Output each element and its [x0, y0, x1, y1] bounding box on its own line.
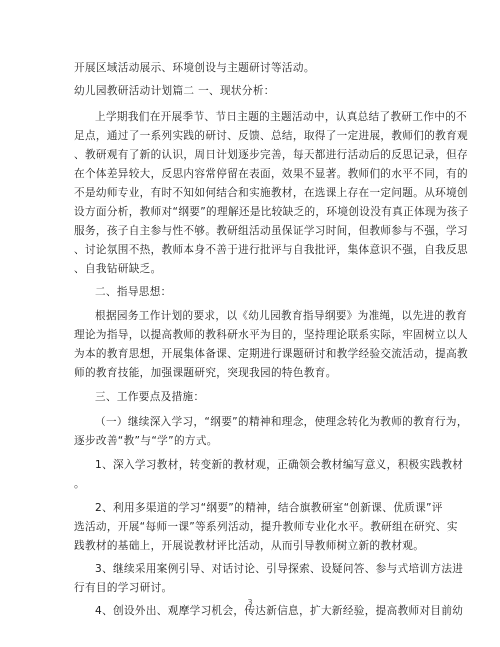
text-line: 为本的教育思想，开展集体备课、定期进行课题研讨和教学经验交流活动，提高教: [74, 348, 468, 360]
text-line: 服务，孩子自主参与性不够。教研组活动虽保证学习时间，但教师参与不强，学习: [74, 225, 468, 237]
section-heading: 三、工作要点及措施：: [95, 391, 205, 403]
text-line: 、教研观有了新的认识，周日计划逐步完善，每天都进行活动后的反思记录，但存: [74, 149, 468, 161]
text-line: 根据园务工作计划的要求，以《幼儿园教育指导纲要》为准绳，以先进的教育: [95, 310, 468, 322]
text-line: 选活动，开展“每师一课”等系列活动，提升教师专业化水平。教研组在研究、实: [74, 521, 458, 533]
text-line: 3、继续采用案例引导、对话讨论、引导探索、设疑问答、参与式培训方法进: [95, 563, 464, 575]
text-line: 上学期我们在开展季节、节日主题的主题活动中，认真总结了教研工作中的不: [95, 111, 468, 123]
page-number: 3: [247, 598, 253, 607]
text-line: 足点，通过了一系列实践的研讨、反馈、总结，取得了一定进展，教师们的教育观: [74, 130, 468, 142]
text-line: 开展区域活动展示、环境创设与主题研讨等活动。: [74, 62, 315, 74]
text-line: 理论为指导，以提高教师的教科研水平为目的，坚持理论联系实际，牢固树立以人: [74, 329, 468, 341]
text-line: 不是幼师专业，有时不知如何结合和实施教材，在选课上存在一定问题。从环境创: [74, 187, 468, 199]
text-line: 设方面分析，教师对“纲要”的理解还是比较缺乏的，环境创设没有真正体现为孩子: [74, 206, 469, 218]
text-line: 、自我钻研缺乏。: [74, 263, 162, 275]
text-line: 行有目的学习研讨。: [74, 582, 173, 594]
text-line: 师的教育技能，加强课题研究，突现我园的特色教育。: [74, 367, 337, 379]
text-line: 。: [74, 478, 85, 490]
section-heading: 二、指导思想：: [95, 286, 172, 298]
text-line: 1、深入学习教材，转变新的教材观，正确领会教材编写意义，积极实践教材: [95, 459, 464, 471]
text-line: 逐步改善“教”与“学”的方式。: [74, 435, 218, 447]
section-heading: 幼儿园教研活动计划篇二 一、现状分析：: [74, 85, 275, 97]
text-line: （一）继续深入学习，“纲要”的精神和理念，使理念转化为教师的教育行为，: [95, 416, 468, 428]
text-line: 4、创设外出、观摩学习机会，传达新信息，扩大新经验，提高教师对目前幼: [95, 605, 464, 617]
text-line: 在个体差异较大，反思内容常停留在表面，效果不显著。教师们的水平不同，有的: [74, 168, 468, 180]
text-line: 2、利用多渠道的学习“纲要”的精神，结合旗教研室“创新课、优质课”评: [95, 502, 443, 514]
text-line: 、讨论氛围不热，教师本身不善于进行批评与自我批评，集体意识不强，自我反思: [74, 244, 468, 256]
text-line: 践教材的基础上，开展说教材评比活动，从而引导教师树立新的教材观。: [74, 540, 425, 552]
